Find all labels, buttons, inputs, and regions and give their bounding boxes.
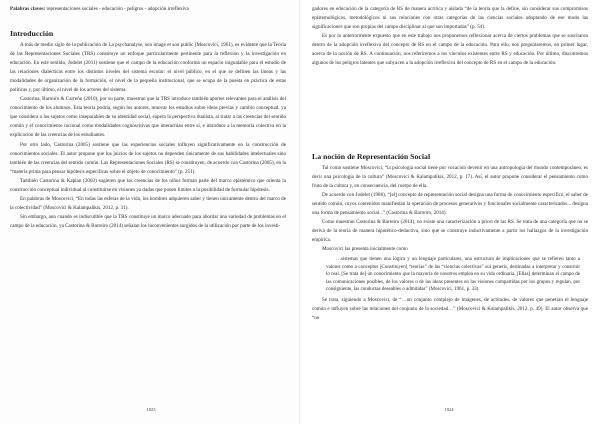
keywords-label: Palabras claves: xyxy=(10,6,46,12)
body-paragraph: También Castorina & Kaplan (2003) sugieren que las creencias de los niños forman parte del marco epistémico que orienta la construcción conceptual individual al constituirse en visiones ya dadas que ponen límites a la posibilidad de formular hipótesis. xyxy=(10,177,286,193)
page-number-right: 1024 xyxy=(444,407,454,412)
body-paragraph: Tal como sostiene Moscovici, “la psicología social tiene por vocación devenir en una antropología del mundo contemporáneo, es decir una psicología de la cultura” (Moscovici & Kalampalikis, 2012, p. 17). Así, el autor propone considerar el pensamiento como fruto de la cultura y, en consecuencia, del cuerpo de ella. xyxy=(312,165,588,190)
body-paragraph: gadores en educación de la categoría de RS de manera acrítica y aislada “de la teoría que la define, sin considerar sus compromisos epistemológicos, metodológicos ni sus relaciones con otras categorías de las ciencias sociales adoptando de ese modo las significaciones que son propias del campo disciplinar al que son importadas” (p. 54). xyxy=(312,6,588,31)
body-paragraph: Castorina, Barreiro & Carreño (2010), por su parte, muestran que la TRS introduce también aportes relevantes para el análisis del conocimiento de los alumnos. Esta teoría podría, según los autores, renovar los estudios sobre ideas previas y cambio conceptual, ya que considera a los sujetos como inseparables de su identidad social, supera la perspectiva dualista, al tratar a las creencias del sentido común y el conocimiento racional como modalidades cognoscitivas que interactúan entre sí, e introduce a la memoria colectiva en la explicación de las creencias de los estudiantes. xyxy=(10,96,286,139)
page-number-left: 1023 xyxy=(146,407,156,412)
keywords-line xyxy=(10,5,286,14)
right-page-column xyxy=(312,0,588,424)
body-paragraph: Se trata, siguiendo a Moscovici, de “…un conjunto complejo de imágenes, de actitudes, de valores que penetran el lenguaje común e influyen sobre las relaciones del conjunto de la sociedad…” (Moscovici & Kalampalikis, 2012, p. 49). El autor observa que “no xyxy=(312,296,588,321)
section-title-representation: La noción de Representación Social xyxy=(312,152,431,161)
body-paragraph: Moscovici las presenta inicialmente como xyxy=(322,246,408,253)
body-paragraph: Sin embargo, aun cuando es indiscutible que la TRS constituye un marco adecuado para abordar una variedad de problemas en el campo de la educación, ya Castorina & Barreiro (2014) señalan los inconvenientes surgidos de la utilización por parte de los investi- xyxy=(10,213,286,229)
body-paragraph: En palabras de Moscovici, “En todas las esferas de la vida, los hombres adquieren saber y tienen únicamente dentro del marco de la colectividad” (Moscovici & Kalampalikis, 2012, p. 31). xyxy=(10,195,286,211)
keywords-text: representaciones sociales - educación - peligros - adopción irreflexiva xyxy=(45,6,189,12)
right-page xyxy=(300,0,600,424)
quote-text: …sistemas que tienen una lógica y un lenguaje particulares, una estructura de implicaciones que se refieren tanto a valores como a conceptos [Constituyen] “teorías” de las “ciencias colectivas” sui generis, destinadas a interpretar y construir lo real. [Se trata de] un conocimiento que la mayoría de nosotros emplea en su vida ordinaria. [Ellas] determinan el campo de las comunicaciones posibles, de los valores o de las ideas presentes en las visiones compartidas por los grupos y regulan, por consiguiente, las conductas deseables o admitidas” (Moscovici, 1961, p. 33). xyxy=(326,257,580,293)
body-paragraph: A más de medio siglo de la publicación de La psychanalyse, son image et son public (Moscovici, 1961), es evidente que la Teoría de las Representaciones Sociales (TRS) constituye un enfoque particularmente pertinente para la reflexión y la investigación en educación. En este sentido, Jodelet (2011) sostiene que el campo de la educación conforma un espacio inigualable para el estudio de las relaciones dialécticas entre los distintos niveles del sistema escolar: el nivel público, en el que se definen las líneas y las modalidades de organización de la formación, el nivel de la pequeña institucional, que se ocupa de la puesta en práctica de estas políticas y, por último, el nivel de los actores del sistema. xyxy=(10,42,286,94)
body-paragraph: Por otro lado, Castorina (2005) sostiene que las experiencias sociales influyen significativamente en la construcción de conocimientos sociales. El autor propone que los juicios de los sujetos no dependen únicamente de sus habilidades intelectuales sino también de las creencias del sentido común. Las Representaciones Sociales (RS) se constituyen, de acuerdo con Castorina (2005), en la “materia prima para pensar hipótesis específicas sobre el objeto de conocimiento” (p. 251). xyxy=(10,141,286,175)
body-paragraph: Como muestran Castorina & Barreiro (2014), no existe una caracterización a priori de las RS. Se trata de una categoría que no se deriva de la teoría de manera hipotético-deductiva, sino que se construye inductivamente a partir los hallazgos de la investigación empírica. xyxy=(312,219,588,244)
right-top-text xyxy=(312,5,588,68)
body-paragraph: Es por lo anteriormente expuesto que en este trabajo nos proponemos reflexionar acerca de ciertos problemas que se suscitaron dentro de la adopción irreflexiva del concepto de RS en el campo de la educación. Para ello, nos preguntaremos, en primer lugar, acerca de la noción de RS. A continuación, nos referiremos a los vínculos existentes entre RS y educación. Por último, discutiremos algunos de los peligros latentes que subyacen a la adopción irreflexiva del concepto de RS en el campo de la educación. xyxy=(312,33,588,67)
introduction-section xyxy=(10,29,286,231)
block-quote xyxy=(312,256,588,293)
body-paragraph: De acuerdo con Jodelet (1986), “[el] concepto de representación social designa una forma de conocimiento específico, el saber de sentido común, cuyos contenidos manifiestan la operación de procesos generativos y funcionales socialmente caracterizados... designa una forma de pensamiento social...” (Castorina & Barreiro, 2014). xyxy=(312,192,588,217)
representation-section xyxy=(312,152,588,323)
left-page-column xyxy=(10,0,286,424)
section-title-introduction: Introducción xyxy=(10,29,54,38)
